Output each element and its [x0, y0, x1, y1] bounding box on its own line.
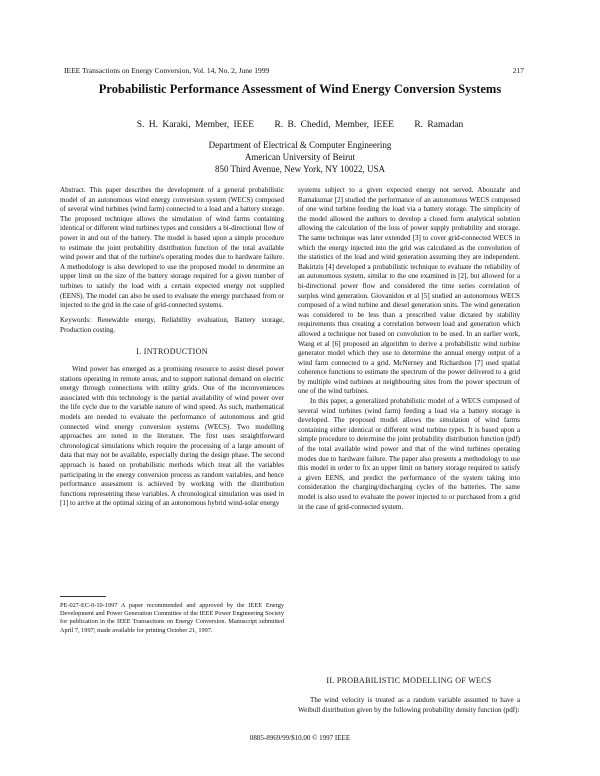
- section-heading-probabilistic-modelling: II. PROBABILISTIC MODELLING OF WECS: [326, 676, 492, 685]
- keywords-text: Keywords: Renewable energy, Reliability evaluation, Battery storage, Production costing.: [60, 316, 284, 334]
- section2-body: [298, 696, 520, 715]
- right-column-text: [298, 186, 520, 512]
- abstract-text: Abstract. This paper describes the development of a general probabilistic model of an autonomous wind energy conversion system (WECS) composed of several wind turbines (wind farm) connected to a load and a battery storage. The proposed technique allows the simulation of wind farms containing identical or different wind turbines types and considers a bi-directional flow of power in and out of the battery. The model is based upon a simple procedure to estimate the joint probability distribution function of the total available wind power and that of the turbine's operating modes due to hardware failure. A methodology is also developed to use the proposed model to determine an upper limit on the size of the battery storage required for a given number of turbines to satisfy the load with a certain expected energy not supplied (EENS). The model can also be used to evaluate the energy purchased from or injected to the grid in the case of grid-connected systems.: [60, 186, 284, 310]
- author-2: R. B. Chedid, Member, IEEE: [274, 120, 394, 130]
- author-3: R. Ramadan: [414, 120, 464, 130]
- footnote: [60, 602, 284, 635]
- author-1: S. H. Karaki, Member, IEEE: [136, 120, 255, 130]
- introduction-body: [60, 365, 284, 509]
- page-number: 217: [512, 66, 524, 75]
- copyright-line: 0885-8969/99/$10.00 © 1997 IEEE: [249, 734, 351, 742]
- affiliation-department: Department of Electrical & Computer Engineering: [208, 140, 392, 150]
- author-list: [0, 120, 600, 130]
- affiliation-university: American University of Beirut: [244, 152, 356, 162]
- abstract: [60, 186, 284, 311]
- section2-paragraph: The wind velocity is treated as a random variable assumed to have a Weibull distribution given by the following probability density function (pdf):: [298, 696, 520, 714]
- paper-title: Probabilistic Performance Assessment of Wind Energy Conversion Systems: [98, 82, 502, 96]
- right-paragraph-2: In this paper, a generalized probabilistic model of a WECS composed of several wind turbines (wind farm) feeding a load via a battery storage is developed. The proposed model allows the simulation of wind farms containing either identical or different wind turbine types. It is based upon a simple procedure to determine the joint probability distribution function (pdf) of the total available wind power and that of the wind turbines operating modes due to hardware failure. The paper also presents a methodology to use this model in order to fix an upper limit on battery storage required to satisfy a given EENS, and predict the performance of the system taking into consideration the charging/discharging cycles of the batteries. The same model is also used to evaluate the power injected to or purchased from a grid in the case of grid-connected system.: [298, 397, 520, 511]
- affiliation-address: 850 Third Avenue, New York, NY 10022, USA: [214, 164, 386, 174]
- introduction-paragraph: Wind power has emerged as a promising resource to assist diesel power stations operating in remote areas, and to support national demand on electric energy through connections with utility grids. One of the inconveniences associated with this technology is the partial availability of wind power over the life cycle due to the variable nature of wind speed. As such, mathematical models are needed to evaluate the performance of autonomous and grid connected wind energy conversion systems (WECS). Two modelling approaches are noted in the literature. The first uses straightforward chronological simulations which require the processing of a large amount of data that may not be available, especially during the design phase. The second approach is based on probabilistic methods which treat all the variables participating in the energy conversion process as random variables, and hence performance assessment is achieved by working with the distribution functions representing these variables. A chronological simulation was used in [1] to arrive at the optimal sizing of an autonomous hybrid wind-solar energy: [60, 365, 284, 508]
- running-header: [64, 66, 524, 75]
- journal-citation: IEEE Transactions on Energy Conversion, Vol. 14, No. 2, June 1999: [64, 66, 270, 75]
- right-paragraph-1: systems subject to a given expected energy not served. Abouzahr and Ramakumar [2] studied the performance of an autonomous WECS composed of one wind turbine feeding the load via a battery storage. The simplicity of the model allowed the authors to develop a closed form analytical solution allowing the calculation of the loss of power supply probability and storage. The same technique was later extended [3] to cover grid-connected WECS in which the energy injected into the grid was calculated as the convolution of the statistics of the load and wind generation assuming they are independent. Bakirtzis [4] developed a probabilistic technique to evaluate the reliability of an autonomous system, similar to the one examined in [2], but allowed for a bi-directional power flow and considered the time series correlation of surplus wind generation. Giovanidou et al [5] studied an autonomous WECS composed of a wind turbine and diesel generation units. The wind generation was considered to be less than a prescribed value dictated by stability requirements thus creating a correlation between load and generation which allowed a technique not based on convolution to be used. In an earlier work, Wang et al [6] proposed an algorithm to derive a probabilistic wind turbine generator model which they use to determine the annual energy output of a wind farm connected to a grid. McNerney and Richardson [7] used spatial coherence functions to estimate the spectrum of the power delivered to a grid by multiple wind turbines at neighbouring sites from the power spectrum of one of the wind turbines.: [298, 186, 520, 396]
- section-heading-introduction: I. INTRODUCTION: [136, 347, 208, 356]
- keywords: [60, 316, 284, 335]
- footnote-text: PE-027-EC-0-10-1997 A paper recommended and approved by the IEEE Energy Development and Power Generation Committee of the IEEE Power Engineering Society for publication in the IEEE Transactions on Energy Conversion. Manuscript submitted April 7, 1997; made available for printing October 21, 1997.: [60, 602, 284, 634]
- footnote-rule: [60, 596, 106, 597]
